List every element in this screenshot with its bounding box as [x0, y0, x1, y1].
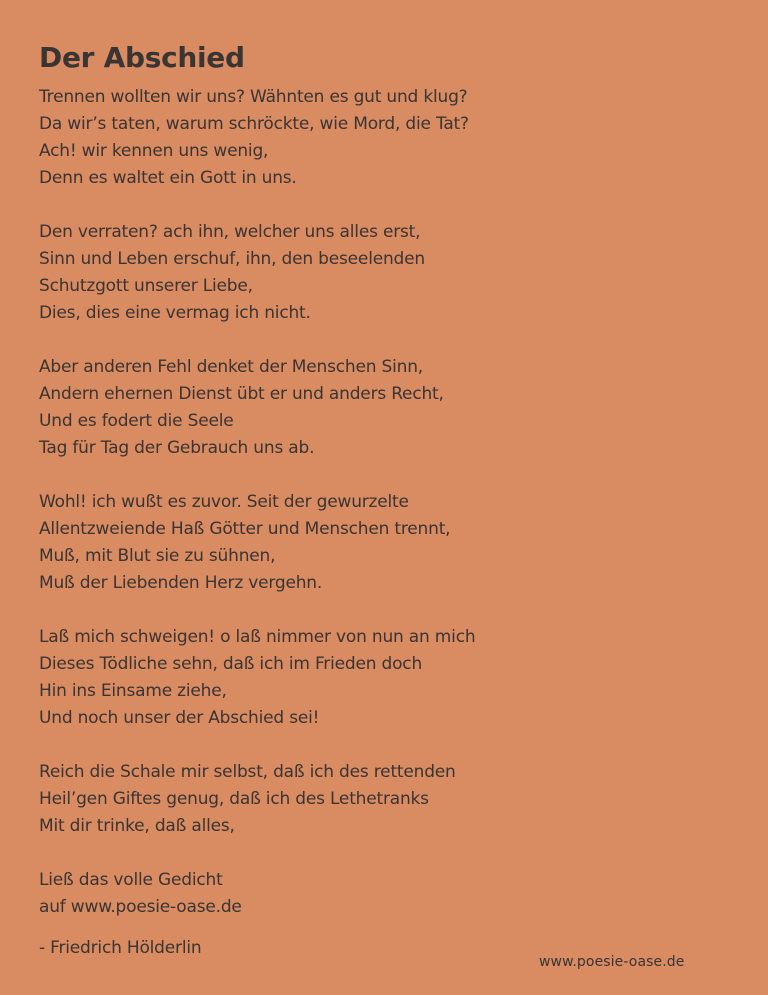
stanza-6	[39, 759, 728, 840]
stanza-5	[39, 624, 728, 732]
poem-line: Muß, mit Blut sie zu sühnen,	[39, 546, 276, 566]
poem-line: Laß mich schweigen! o laß nimmer von nun an mich	[39, 627, 476, 647]
poem-line: Allentzweiende Haß Götter und Menschen trennt,	[39, 519, 451, 539]
footer-url: www.poesie-oase.de	[539, 954, 685, 970]
poem-line: Hin ins Einsame ziehe,	[39, 681, 227, 701]
poem-line: Den verraten? ach ihn, welcher uns alles erst,	[39, 222, 421, 242]
poem-line: Dieses Tödliche sehn, daß ich im Frieden doch	[39, 654, 423, 674]
poem-line: Andern ehernen Dienst übt er und anders Recht,	[39, 384, 444, 404]
poem-line: Trennen wollten wir uns? Wähnten es gut und klug?	[39, 87, 468, 107]
author-credit: - Friedrich Hölderlin	[39, 938, 202, 958]
stanza-4	[39, 489, 728, 597]
poem-line: Sinn und Leben erschuf, ihn, den beseelenden	[39, 249, 425, 269]
full-poem-note	[39, 867, 728, 921]
poem-line: Ach! wir kennen uns wenig,	[39, 141, 269, 161]
stanza-2	[39, 219, 728, 327]
poem-title: Der Abschied	[39, 41, 245, 74]
poem-line: Aber anderen Fehl denket der Menschen Sinn,	[39, 357, 423, 377]
stanza-1	[39, 84, 728, 192]
poem-line: Wohl! ich wußt es zuvor. Seit der gewurzelte	[39, 492, 409, 512]
note-line: auf www.poesie-oase.de	[39, 897, 242, 917]
poem-line: Tag für Tag der Gebrauch uns ab.	[39, 438, 315, 458]
poem-line: Dies, dies eine vermag ich nicht.	[39, 303, 311, 323]
poem-line: Mit dir trinke, daß alles,	[39, 816, 235, 836]
note-line: Ließ das volle Gedicht	[39, 870, 223, 890]
poem-line: Schutzgott unserer Liebe,	[39, 276, 253, 296]
poem-line: Heil’gen Giftes genug, daß ich des Lethetranks	[39, 789, 429, 809]
poem-line: Da wir’s taten, warum schröckte, wie Mord, die Tat?	[39, 114, 469, 134]
poem-line: Und noch unser der Abschied sei!	[39, 708, 320, 728]
poem-line: Reich die Schale mir selbst, daß ich des rettenden	[39, 762, 456, 782]
poem-line: Muß der Liebenden Herz vergehn.	[39, 573, 323, 593]
poem-line: Denn es waltet ein Gott in uns.	[39, 168, 297, 188]
poem-line: Und es fodert die Seele	[39, 411, 234, 431]
poem-page	[39, 38, 728, 962]
stanza-3	[39, 354, 728, 462]
